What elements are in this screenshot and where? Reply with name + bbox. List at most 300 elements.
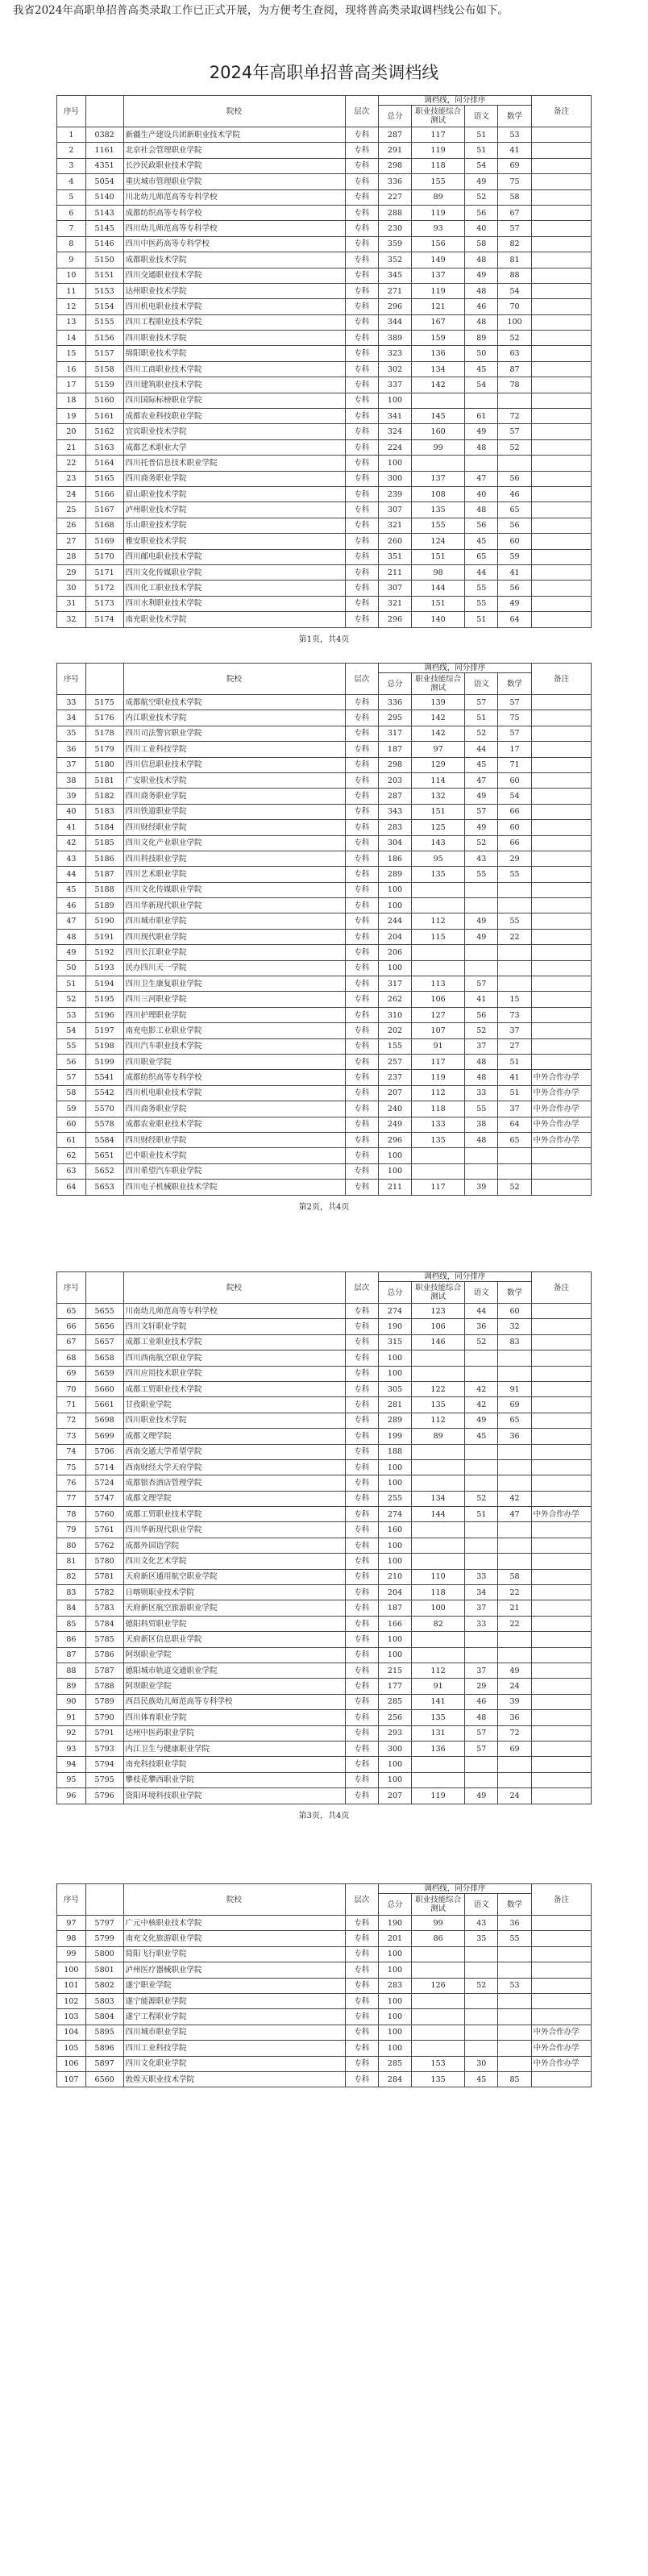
total-score-cell: 288 — [378, 205, 411, 220]
note-cell — [531, 1163, 591, 1179]
table-row — [57, 1725, 592, 1741]
header-skill: 职业技能综合测试 — [412, 1894, 465, 1916]
skill-score-cell: 98 — [412, 564, 465, 580]
school-name-cell: 四川文化艺术学院 — [123, 1554, 345, 1569]
skill-score-cell: 134 — [412, 1491, 465, 1506]
total-score-cell: 351 — [378, 549, 411, 564]
seq-cell: 75 — [57, 1459, 86, 1475]
chinese-score-cell — [465, 1148, 498, 1163]
seq-cell: 48 — [57, 929, 86, 944]
level-cell: 专科 — [345, 1710, 378, 1725]
skill-score-cell — [412, 1163, 465, 1179]
total-score-cell: 345 — [378, 268, 411, 283]
table-row — [57, 867, 592, 882]
note-cell — [531, 1993, 591, 2008]
code-cell: 5780 — [85, 1554, 123, 1569]
seq-cell: 3 — [57, 158, 86, 173]
school-name-cell: 成都工贸职业技术学院 — [123, 1381, 345, 1396]
header-total: 总分 — [378, 673, 411, 695]
chinese-score-cell: 43 — [465, 851, 498, 866]
total-score-cell: 256 — [378, 1710, 411, 1725]
chinese-score-cell: 54 — [465, 158, 498, 173]
seq-cell: 84 — [57, 1600, 86, 1616]
school-name-cell: 成都文理学院 — [123, 1491, 345, 1506]
note-cell — [531, 1459, 591, 1475]
code-cell: 5194 — [85, 976, 123, 992]
total-score-cell: 100 — [378, 1475, 411, 1491]
chinese-score-cell: 45 — [465, 757, 498, 772]
chinese-score-cell — [465, 1946, 498, 1962]
math-score-cell — [498, 1350, 531, 1366]
seq-cell: 97 — [57, 1916, 86, 1931]
math-score-cell: 41 — [498, 143, 531, 158]
level-cell: 专科 — [345, 409, 378, 424]
total-score-cell: 155 — [378, 1038, 411, 1054]
skill-score-cell: 114 — [412, 772, 465, 788]
level-cell: 专科 — [345, 1978, 378, 1993]
code-cell: 5188 — [85, 882, 123, 897]
code-cell: 5168 — [85, 518, 123, 533]
level-cell: 专科 — [345, 283, 378, 298]
header-seq: 序号 — [57, 1884, 86, 1916]
total-score-cell: 177 — [378, 1679, 411, 1694]
school-name-cell: 四川国际标榜职业学院 — [123, 393, 345, 408]
note-cell — [531, 1962, 591, 1978]
note-cell — [531, 726, 591, 741]
level-cell: 专科 — [345, 1038, 378, 1054]
code-cell: 5802 — [85, 1978, 123, 1993]
skill-score-cell: 108 — [412, 486, 465, 501]
skill-score-cell — [412, 1632, 465, 1647]
math-score-cell — [498, 898, 531, 913]
skill-score-cell: 118 — [412, 1101, 465, 1117]
level-cell: 专科 — [345, 710, 378, 726]
table-row — [57, 1038, 592, 1054]
code-cell: 5155 — [85, 314, 123, 330]
level-cell: 专科 — [345, 314, 378, 330]
chinese-score-cell — [465, 882, 498, 897]
level-cell: 专科 — [345, 377, 378, 393]
header-code — [85, 96, 123, 127]
seq-cell: 90 — [57, 1694, 86, 1709]
table-row — [57, 471, 592, 486]
skill-score-cell: 125 — [412, 820, 465, 835]
seq-cell: 105 — [57, 2041, 86, 2056]
chinese-score-cell — [465, 1475, 498, 1491]
note-cell — [531, 346, 591, 361]
table-row — [57, 1444, 592, 1459]
code-cell: 5660 — [85, 1381, 123, 1396]
school-name-cell: 四川职业技术学院 — [123, 1413, 345, 1428]
math-score-cell: 24 — [498, 1679, 531, 1694]
note-cell — [531, 1725, 591, 1741]
header-chinese: 语文 — [465, 673, 498, 695]
skill-score-cell: 167 — [412, 314, 465, 330]
chinese-score-cell: 48 — [465, 283, 498, 298]
math-score-cell: 66 — [498, 804, 531, 819]
code-cell: 5183 — [85, 804, 123, 819]
chinese-score-cell — [465, 2025, 498, 2040]
school-name-cell: 天府新区通用航空职业学院 — [123, 1569, 345, 1584]
seq-cell: 57 — [57, 1070, 86, 1085]
total-score-cell: 283 — [378, 1978, 411, 1993]
header-group: 调档线，同分排序 — [378, 664, 531, 673]
math-score-cell: 36 — [498, 1916, 531, 1931]
total-score-cell: 274 — [378, 1507, 411, 1522]
chinese-score-cell: 37 — [465, 1663, 498, 1678]
seq-cell: 13 — [57, 314, 86, 330]
math-score-cell: 49 — [498, 1663, 531, 1678]
level-cell: 专科 — [345, 158, 378, 173]
table-row — [57, 1679, 592, 1694]
school-name-cell: 川南幼儿师范高等专科学校 — [123, 1304, 345, 1319]
skill-score-cell: 142 — [412, 377, 465, 393]
header-code — [85, 1272, 123, 1304]
skill-score-cell: 142 — [412, 710, 465, 726]
school-name-cell: 成都银杏酒店管理学院 — [123, 1475, 345, 1491]
skill-score-cell: 140 — [412, 612, 465, 627]
skill-score-cell — [412, 1148, 465, 1163]
math-score-cell — [498, 1757, 531, 1772]
table-row — [57, 835, 592, 851]
code-cell: 5801 — [85, 1962, 123, 1978]
school-name-cell: 四川艺术职业学院 — [123, 867, 345, 882]
school-name-cell: 日喀则职业技术学院 — [123, 1585, 345, 1600]
table-row — [57, 1117, 592, 1132]
total-score-cell: 100 — [378, 2025, 411, 2040]
skill-score-cell: 97 — [412, 742, 465, 757]
seq-cell: 94 — [57, 1757, 86, 1772]
skill-score-cell — [412, 898, 465, 913]
seq-cell: 5 — [57, 189, 86, 205]
school-name-cell: 天府新区信息职业学院 — [123, 1632, 345, 1647]
math-score-cell: 15 — [498, 992, 531, 1007]
math-score-cell — [498, 1459, 531, 1475]
total-score-cell: 187 — [378, 1600, 411, 1616]
code-cell: 5781 — [85, 1569, 123, 1584]
math-score-cell: 65 — [498, 1132, 531, 1147]
table-row — [57, 1647, 592, 1663]
total-score-cell: 310 — [378, 1007, 411, 1022]
seq-cell: 80 — [57, 1538, 86, 1553]
math-score-cell: 51 — [498, 1054, 531, 1069]
seq-cell: 62 — [57, 1148, 86, 1163]
table-row — [57, 283, 592, 298]
skill-score-cell: 137 — [412, 471, 465, 486]
level-cell: 专科 — [345, 1070, 378, 1085]
skill-score-cell: 93 — [412, 221, 465, 236]
code-cell: 5171 — [85, 564, 123, 580]
total-score-cell: 249 — [378, 1117, 411, 1132]
total-score-cell: 100 — [378, 898, 411, 913]
skill-score-cell: 135 — [412, 2071, 465, 2087]
code-cell: 5160 — [85, 393, 123, 408]
math-score-cell: 70 — [498, 299, 531, 314]
level-cell: 专科 — [345, 2041, 378, 2056]
school-name-cell: 四川城市职业学院 — [123, 913, 345, 929]
math-score-cell: 46 — [498, 486, 531, 501]
code-cell: 5895 — [85, 2025, 123, 2040]
code-cell: 5788 — [85, 1679, 123, 1694]
school-name-cell: 四川邮电职业技术学院 — [123, 549, 345, 564]
note-cell — [531, 1023, 591, 1038]
seq-cell: 98 — [57, 1931, 86, 1946]
seq-cell: 60 — [57, 1117, 86, 1132]
chinese-score-cell: 37 — [465, 1038, 498, 1054]
math-score-cell — [498, 1444, 531, 1459]
total-score-cell: 287 — [378, 789, 411, 804]
note-cell — [531, 189, 591, 205]
total-score-cell: 100 — [378, 1993, 411, 2008]
code-cell: 5173 — [85, 596, 123, 611]
total-score-cell: 100 — [378, 393, 411, 408]
seq-cell: 50 — [57, 960, 86, 976]
school-name-cell: 德阳科贸职业学院 — [123, 1616, 345, 1631]
table-row — [57, 1962, 592, 1978]
note-cell — [531, 1585, 591, 1600]
header-note: 备注 — [531, 664, 591, 695]
code-cell: 5182 — [85, 789, 123, 804]
school-name-cell: 绵阳职业技术学院 — [123, 346, 345, 361]
skill-score-cell: 119 — [412, 283, 465, 298]
level-cell: 专科 — [345, 1007, 378, 1022]
math-score-cell: 56 — [498, 471, 531, 486]
total-score-cell: 166 — [378, 1616, 411, 1631]
school-name-cell: 遂宁工程职业学院 — [123, 2009, 345, 2025]
skill-score-cell: 106 — [412, 1319, 465, 1334]
school-name-cell: 天府新区航空旅游职业学院 — [123, 1600, 345, 1616]
level-cell: 专科 — [345, 1694, 378, 1709]
table-row — [57, 913, 592, 929]
table-row — [57, 1132, 592, 1147]
level-cell: 专科 — [345, 1616, 378, 1631]
total-score-cell: 307 — [378, 502, 411, 518]
skill-score-cell — [412, 945, 465, 960]
level-cell: 专科 — [345, 127, 378, 143]
chinese-score-cell: 52 — [465, 1491, 498, 1506]
code-cell: 4351 — [85, 158, 123, 173]
level-cell: 专科 — [345, 1962, 378, 1978]
school-name-cell: 四川希望汽车职业学院 — [123, 1163, 345, 1179]
code-cell: 5169 — [85, 534, 123, 549]
chinese-score-cell: 40 — [465, 486, 498, 501]
seq-cell: 93 — [57, 1741, 86, 1756]
seq-cell: 68 — [57, 1350, 86, 1366]
school-name-cell: 西南交通大学希望学院 — [123, 1444, 345, 1459]
chinese-score-cell: 48 — [465, 502, 498, 518]
skill-score-cell — [412, 1475, 465, 1491]
table-row — [57, 960, 592, 976]
level-cell: 专科 — [345, 1304, 378, 1319]
code-cell: 5167 — [85, 502, 123, 518]
skill-score-cell — [412, 1757, 465, 1772]
code-cell: 5181 — [85, 772, 123, 788]
note-cell — [531, 1616, 591, 1631]
note-cell — [531, 1946, 591, 1962]
school-name-cell: 乐山职业技术学院 — [123, 518, 345, 533]
total-score-cell: 211 — [378, 1180, 411, 1195]
total-score-cell: 337 — [378, 377, 411, 393]
chinese-score-cell: 55 — [465, 867, 498, 882]
code-cell: 5706 — [85, 1444, 123, 1459]
code-cell: 5803 — [85, 1993, 123, 2008]
level-cell: 专科 — [345, 1101, 378, 1117]
table-row — [57, 346, 592, 361]
code-cell: 5158 — [85, 361, 123, 377]
school-name-cell: 四川汽车职业技术学院 — [123, 1038, 345, 1054]
skill-score-cell: 117 — [412, 127, 465, 143]
level-cell: 专科 — [345, 252, 378, 268]
intro-paragraph: 我省2024年高职单招普高类录取工作已正式开展，为方便考生查阅，现将普高类录取调档线公布如下。 — [13, 4, 509, 17]
chinese-score-cell — [465, 1350, 498, 1366]
school-name-cell: 成都农业科技职业学院 — [123, 409, 345, 424]
total-score-cell: 240 — [378, 1101, 411, 1117]
seq-cell: 78 — [57, 1507, 86, 1522]
math-score-cell — [498, 960, 531, 976]
school-name-cell: 攀枝花攀西职业学院 — [123, 1772, 345, 1787]
table-row — [57, 1023, 592, 1038]
level-cell: 专科 — [345, 992, 378, 1007]
header-school: 院校 — [123, 1272, 345, 1304]
seq-cell: 41 — [57, 820, 86, 835]
header-chinese: 语文 — [465, 1282, 498, 1304]
seq-cell: 33 — [57, 695, 86, 710]
note-cell — [531, 1304, 591, 1319]
total-score-cell: 190 — [378, 1319, 411, 1334]
math-score-cell: 78 — [498, 377, 531, 393]
code-cell: 5157 — [85, 346, 123, 361]
note-cell — [531, 772, 591, 788]
math-score-cell: 65 — [498, 502, 531, 518]
skill-score-cell: 135 — [412, 1397, 465, 1413]
total-score-cell: 100 — [378, 882, 411, 897]
code-cell: 5178 — [85, 726, 123, 741]
level-cell: 专科 — [345, 346, 378, 361]
chinese-score-cell: 37 — [465, 1600, 498, 1616]
code-cell: 5164 — [85, 456, 123, 471]
level-cell: 专科 — [345, 1491, 378, 1506]
table-row — [57, 127, 592, 143]
total-score-cell: 100 — [378, 2041, 411, 2056]
seq-cell: 40 — [57, 804, 86, 819]
total-score-cell: 285 — [378, 1694, 411, 1709]
table-row — [57, 1085, 592, 1101]
seq-cell: 72 — [57, 1413, 86, 1428]
school-name-cell: 四川应用技术职业学院 — [123, 1366, 345, 1381]
total-score-cell: 285 — [378, 2056, 411, 2071]
code-cell: 5150 — [85, 252, 123, 268]
skill-score-cell: 139 — [412, 695, 465, 710]
code-cell: 5584 — [85, 1132, 123, 1147]
skill-score-cell — [412, 1962, 465, 1978]
chinese-score-cell: 46 — [465, 299, 498, 314]
level-cell: 专科 — [345, 518, 378, 533]
note-cell — [531, 581, 591, 596]
chinese-score-cell — [465, 1962, 498, 1978]
table-row — [57, 1180, 592, 1195]
note-cell — [531, 835, 591, 851]
total-score-cell: 281 — [378, 1397, 411, 1413]
admission-table — [56, 1271, 592, 1804]
math-score-cell: 88 — [498, 268, 531, 283]
total-score-cell: 100 — [378, 2009, 411, 2025]
school-name-cell: 遂宁职业学院 — [123, 1978, 345, 1993]
code-cell: 5140 — [85, 189, 123, 205]
math-score-cell: 24 — [498, 1788, 531, 1804]
seq-cell: 86 — [57, 1632, 86, 1647]
level-cell: 专科 — [345, 189, 378, 205]
header-seq: 序号 — [57, 96, 86, 127]
total-score-cell: 100 — [378, 1163, 411, 1179]
note-cell — [531, 1788, 591, 1804]
seq-cell: 99 — [57, 1946, 86, 1962]
seq-cell: 101 — [57, 1978, 86, 1993]
code-cell: 5653 — [85, 1180, 123, 1195]
math-score-cell: 69 — [498, 158, 531, 173]
total-score-cell: 100 — [378, 1946, 411, 1962]
chinese-score-cell: 48 — [465, 439, 498, 455]
header-total: 总分 — [378, 106, 411, 127]
school-name-cell: 四川商务职业学院 — [123, 1101, 345, 1117]
chinese-score-cell: 49 — [465, 929, 498, 944]
seq-cell: 61 — [57, 1132, 86, 1147]
math-score-cell — [498, 1475, 531, 1491]
math-score-cell — [498, 2025, 531, 2040]
math-score-cell: 17 — [498, 742, 531, 757]
total-score-cell: 255 — [378, 1491, 411, 1506]
chinese-score-cell: 58 — [465, 236, 498, 252]
table-row — [57, 2071, 592, 2087]
skill-score-cell: 113 — [412, 976, 465, 992]
table-row — [57, 898, 592, 913]
school-name-cell: 四川护理职业学院 — [123, 1007, 345, 1022]
table-row — [57, 1538, 592, 1553]
math-score-cell — [498, 1993, 531, 2008]
chinese-score-cell: 44 — [465, 564, 498, 580]
school-name-cell: 四川司法警官职业学院 — [123, 726, 345, 741]
math-score-cell: 27 — [498, 1038, 531, 1054]
note-cell — [531, 1381, 591, 1396]
header-note: 备注 — [531, 96, 591, 127]
table-row — [57, 236, 592, 252]
math-score-cell: 57 — [498, 221, 531, 236]
table-row — [57, 502, 592, 518]
school-name-cell: 四川化工职业技术学院 — [123, 581, 345, 596]
seq-cell: 64 — [57, 1180, 86, 1195]
chinese-score-cell: 50 — [465, 346, 498, 361]
header-total: 总分 — [378, 1894, 411, 1916]
math-score-cell — [498, 1962, 531, 1978]
level-cell: 专科 — [345, 695, 378, 710]
note-cell — [531, 1538, 591, 1553]
skill-score-cell: 86 — [412, 1931, 465, 1946]
level-cell: 专科 — [345, 913, 378, 929]
math-score-cell: 55 — [498, 913, 531, 929]
level-cell: 专科 — [345, 1772, 378, 1787]
seq-cell: 1 — [57, 127, 86, 143]
math-score-cell: 60 — [498, 772, 531, 788]
skill-score-cell: 119 — [412, 1070, 465, 1085]
skill-score-cell — [412, 2041, 465, 2056]
school-name-cell: 内江卫生与健康职业学院 — [123, 1741, 345, 1756]
seq-cell: 44 — [57, 867, 86, 882]
seq-cell: 49 — [57, 945, 86, 960]
header-note: 备注 — [531, 1884, 591, 1916]
seq-cell: 85 — [57, 1616, 86, 1631]
total-score-cell: 100 — [378, 1772, 411, 1787]
total-score-cell: 296 — [378, 1132, 411, 1147]
total-score-cell: 100 — [378, 456, 411, 471]
